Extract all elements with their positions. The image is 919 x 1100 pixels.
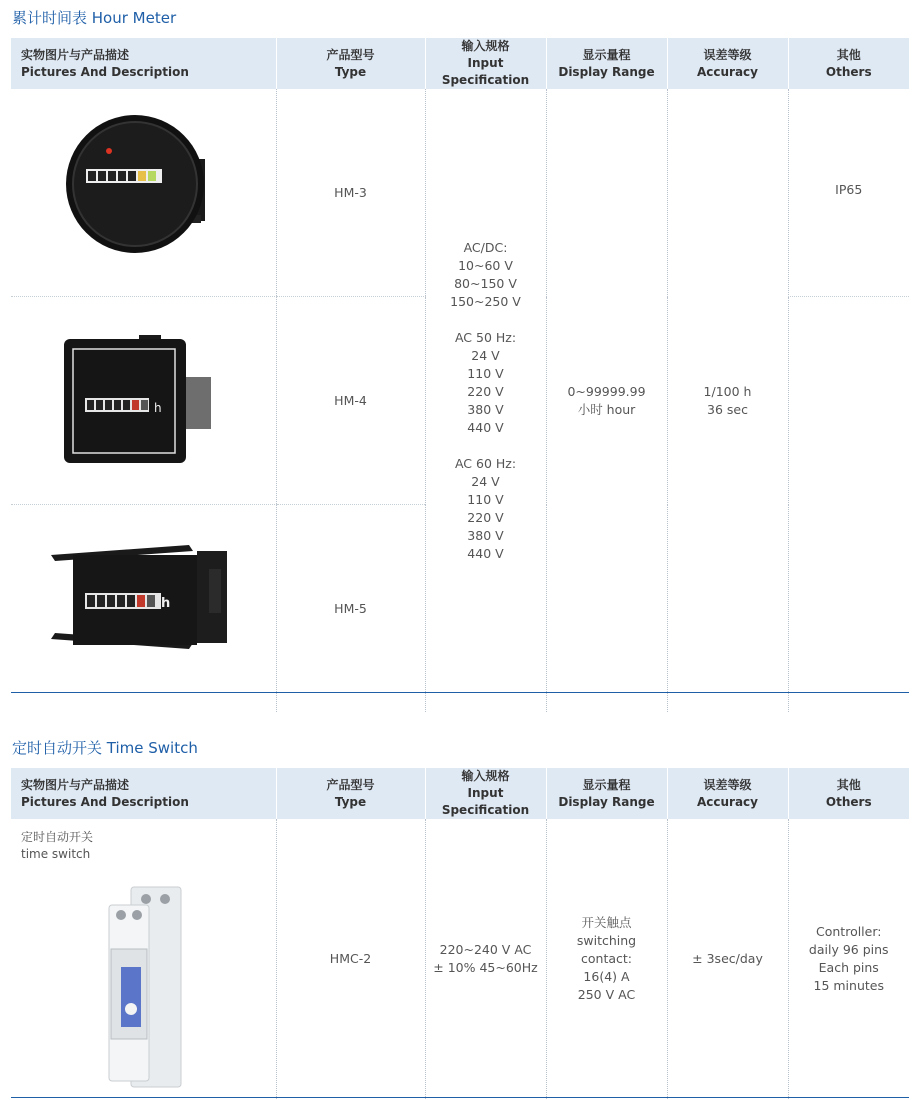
header-type: 产品型号 Type (276, 768, 425, 819)
header-pictures: 实物图片与产品描述 Pictures And Description (11, 38, 276, 89)
header-pictures: 实物图片与产品描述 Pictures And Description (11, 768, 276, 819)
hm-accuracy-cell: 1/100 h 36 sec (667, 89, 788, 712)
hm3-type: HM-3 (276, 89, 425, 297)
time-switch-bottom-rule (11, 1097, 909, 1098)
hm3-others: IP65 (788, 89, 909, 297)
hour-meter-bottom-rule (11, 692, 909, 693)
table-row (11, 89, 909, 297)
hm-display-range-cell: 0~99999.99 小时 hour (546, 89, 667, 712)
hmc2-picture-cell (11, 819, 276, 1099)
header-display-range: 显示量程 Display Range (546, 768, 667, 819)
hmc2-device-image (11, 819, 276, 1099)
hmc2-input-spec: 220~240 V AC ± 10% 45~60Hz (425, 819, 546, 1099)
hm4-device-image (11, 297, 276, 499)
hm5-device-image (11, 505, 276, 707)
svg-text:h: h (154, 401, 162, 415)
svg-text:h: h (161, 596, 171, 611)
hm3-device-image (11, 89, 276, 291)
hm5-picture-cell (11, 505, 276, 713)
time-switch-title: 定时自动开关 Time Switch (12, 739, 198, 757)
header-display-range: 显示量程 Display Range (546, 38, 667, 89)
hm45-others (788, 297, 909, 713)
hmc2-others: Controller: daily 96 pins Each pins 15 minutes (788, 819, 909, 1099)
hmc2-display-range: 开关触点 switching contact: 16(4) A 250 V AC (546, 819, 667, 1099)
header-input-spec: 输入规格 Input Specification (425, 38, 546, 89)
header-accuracy: 误差等级 Accuracy (667, 768, 788, 819)
header-others: 其他 Others (788, 38, 909, 89)
header-others: 其他 Others (788, 768, 909, 819)
hmc2-type: HMC-2 (276, 819, 425, 1099)
hmc2-accuracy: ± 3sec/day (667, 819, 788, 1099)
hm4-type: HM-4 (276, 297, 425, 505)
table-header-row (11, 38, 909, 89)
hour-meter-table (11, 38, 909, 712)
hm4-picture-cell (11, 297, 276, 505)
time-switch-caption: 定时自动开关 time switch (21, 830, 94, 861)
hm5-type: HM-5 (276, 505, 425, 713)
time-switch-table (11, 768, 909, 1099)
header-accuracy: 误差等级 Accuracy (667, 38, 788, 89)
header-type: 产品型号 Type (276, 38, 425, 89)
hm-input-spec-cell: AC/DC: 10~60 V 80~150 V 150~250 V AC 50 Hz: 24 V 110 V 220 V 380 V 440 V AC 60 Hz: 24 V 110 V 220 V 380 V 440 V (425, 89, 546, 712)
table-row (11, 819, 909, 1099)
header-input-spec: 输入规格 Input Specification (425, 768, 546, 819)
table-header-row (11, 768, 909, 819)
hour-meter-title: 累计时间表 Hour Meter (12, 9, 177, 27)
hm3-picture-cell (11, 89, 276, 297)
